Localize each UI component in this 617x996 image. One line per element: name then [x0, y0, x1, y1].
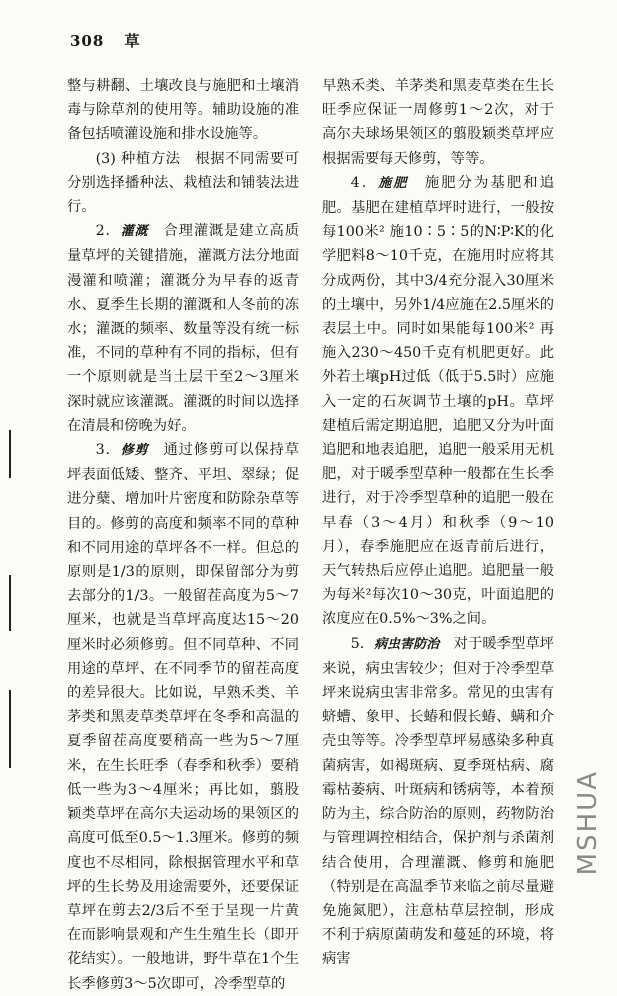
paragraph	[67, 147, 299, 220]
paragraph-text: 对于暖季型草坪来说，病虫害较少；但对于冷季型草坪来说病虫害非常多。常见的虫害有蛴螬、象甲、长蝽和假长蝽、螨和介壳虫等等。冷季型草坪易感染多种真菌病害，如褐斑病、夏季斑枯病、腐霉枯萎病、叶斑病和锈病等，本着预防为主，综合防治的原则，药物防治与管理调控相结合，保护剂与杀菌剂结合使用，合理灌溉、修剪和施肥（特别是在高温季节来临之前尽量避免施氮肥），注意枯草层控制，形成不利于病原菌萌发和蔓延的环境，将病害	[322, 635, 554, 968]
paragraph-text: 施肥分为基肥和追肥。基肥在建植草坪时进行，一般按每100米² 施10∶5∶5的N∶P∶K的化学肥料8～10千克，在施用时应将其分成两份，其中3/4充分混入30厘米的土壤中，另外1/4应施在2.5厘米的表层土中。同时如果能每100米² 再施入230～450千克有机肥更好。此外若土壤pH过低（低于5.5时）应施入一定的石灰调节土壤的pH。草坪建植后需定期追肥，追肥又分为叶面追肥和地表追肥，追肥一般采用无机肥，对于暖季型草种一般都在生长季进行，对于冷季型草种的追肥一般在早春（3～4月）和秋季（9～10月），春季施肥应在返青前后进行，天气转热后应停止追肥。追肥量一般为每米²每次10～30克，叶面追肥的浓度应在0.5%～3%之间。	[322, 174, 554, 628]
paragraph	[67, 74, 299, 147]
paragraph	[322, 171, 554, 632]
running-title: 草	[124, 32, 141, 50]
section-term: 灌溉	[120, 224, 149, 240]
page-number: 308	[70, 32, 105, 50]
margin-mark-bottom	[9, 690, 11, 768]
paragraph-text: (3) 种植方法 根据不同需要可分别选择播种法、栽植法和铺装法进行。	[67, 150, 299, 216]
paragraph	[67, 219, 299, 438]
paragraph-text: 早熟禾类、羊茅类和黑麦草类在生长旺季应保证一周修剪1～2次，对于高尔夫球场果领区的翦股颖类草坪应根据需要每天修剪，等等。	[322, 78, 554, 167]
left-column	[67, 74, 299, 996]
section-number: 3．	[95, 442, 121, 459]
right-column	[322, 74, 554, 972]
section-term: 病虫害防治	[374, 636, 440, 652]
paragraph-text: 合理灌溉是建立高质量草坪的关键措施，灌溉方法分地面漫灌和喷灌；灌溉分为早春的返青水、夏季生长期的灌溉和人冬前的冻水；灌溉的频率、数量等没有统一标准，不同的草种有不同的指标，但有一个原则就是当土层干至2～3厘米深时就应该灌溉。灌溉的时间以选择在清晨和傍晚为好。	[67, 223, 299, 434]
section-number: 4．	[350, 174, 379, 191]
section-term: 修剪	[120, 443, 149, 459]
paragraph-text: 整与耕翻、土壤改良与施肥和土壤消毒与除草剂的使用等。辅助设施的准备包括喷灌设施和排水设施等。	[67, 78, 299, 143]
margin-mark-top	[9, 430, 11, 478]
section-number: 2．	[95, 223, 121, 240]
paragraph	[322, 74, 554, 171]
paragraph-text: 通过修剪可以保持草坪表面低矮、整齐、平坦、翠绿；促进分蘖、增加叶片密度和防除杂草等目的。修剪的高度和频率不同的草种和不同用途的草坪各不一样。但总的原则是1/3的原则，即保留部分为剪去部分的1/3。一般留茬高度为5～7厘米，也就是当草坪高度达15～20厘米时必须修剪。但不同草种、不同用途的草坪、在不同季节的留茬高度的差异很大。比如说，早熟禾类、羊茅类和黑麦草类草坪在冬季和高温的夏季留茬高度要稍高一些为5～7厘米，在生长旺季（春季和秋季）要稍低一些为3～4厘米；再比如，翦股颖类草坪在高尔夫运动场的果领区的高度可低至0.5～1.3厘米。修剪的频度也不尽相同，除根据管理水平和草坪的生长势及用途需要外，还要保证草坪在剪去2/3后不至于呈现一片黄在而影响景观和产生生殖生长（即开花结实）。一般地讲，野牛草在1个生长季修剪3～5次即可，冷季型草的	[67, 442, 299, 992]
section-number: 5．	[350, 635, 375, 652]
section-term: 施肥	[378, 175, 409, 191]
page-header	[70, 30, 141, 51]
margin-mark-middle	[9, 575, 11, 631]
watermark: MSHUA	[573, 769, 603, 875]
paragraph	[322, 632, 554, 972]
paragraph	[67, 438, 299, 996]
